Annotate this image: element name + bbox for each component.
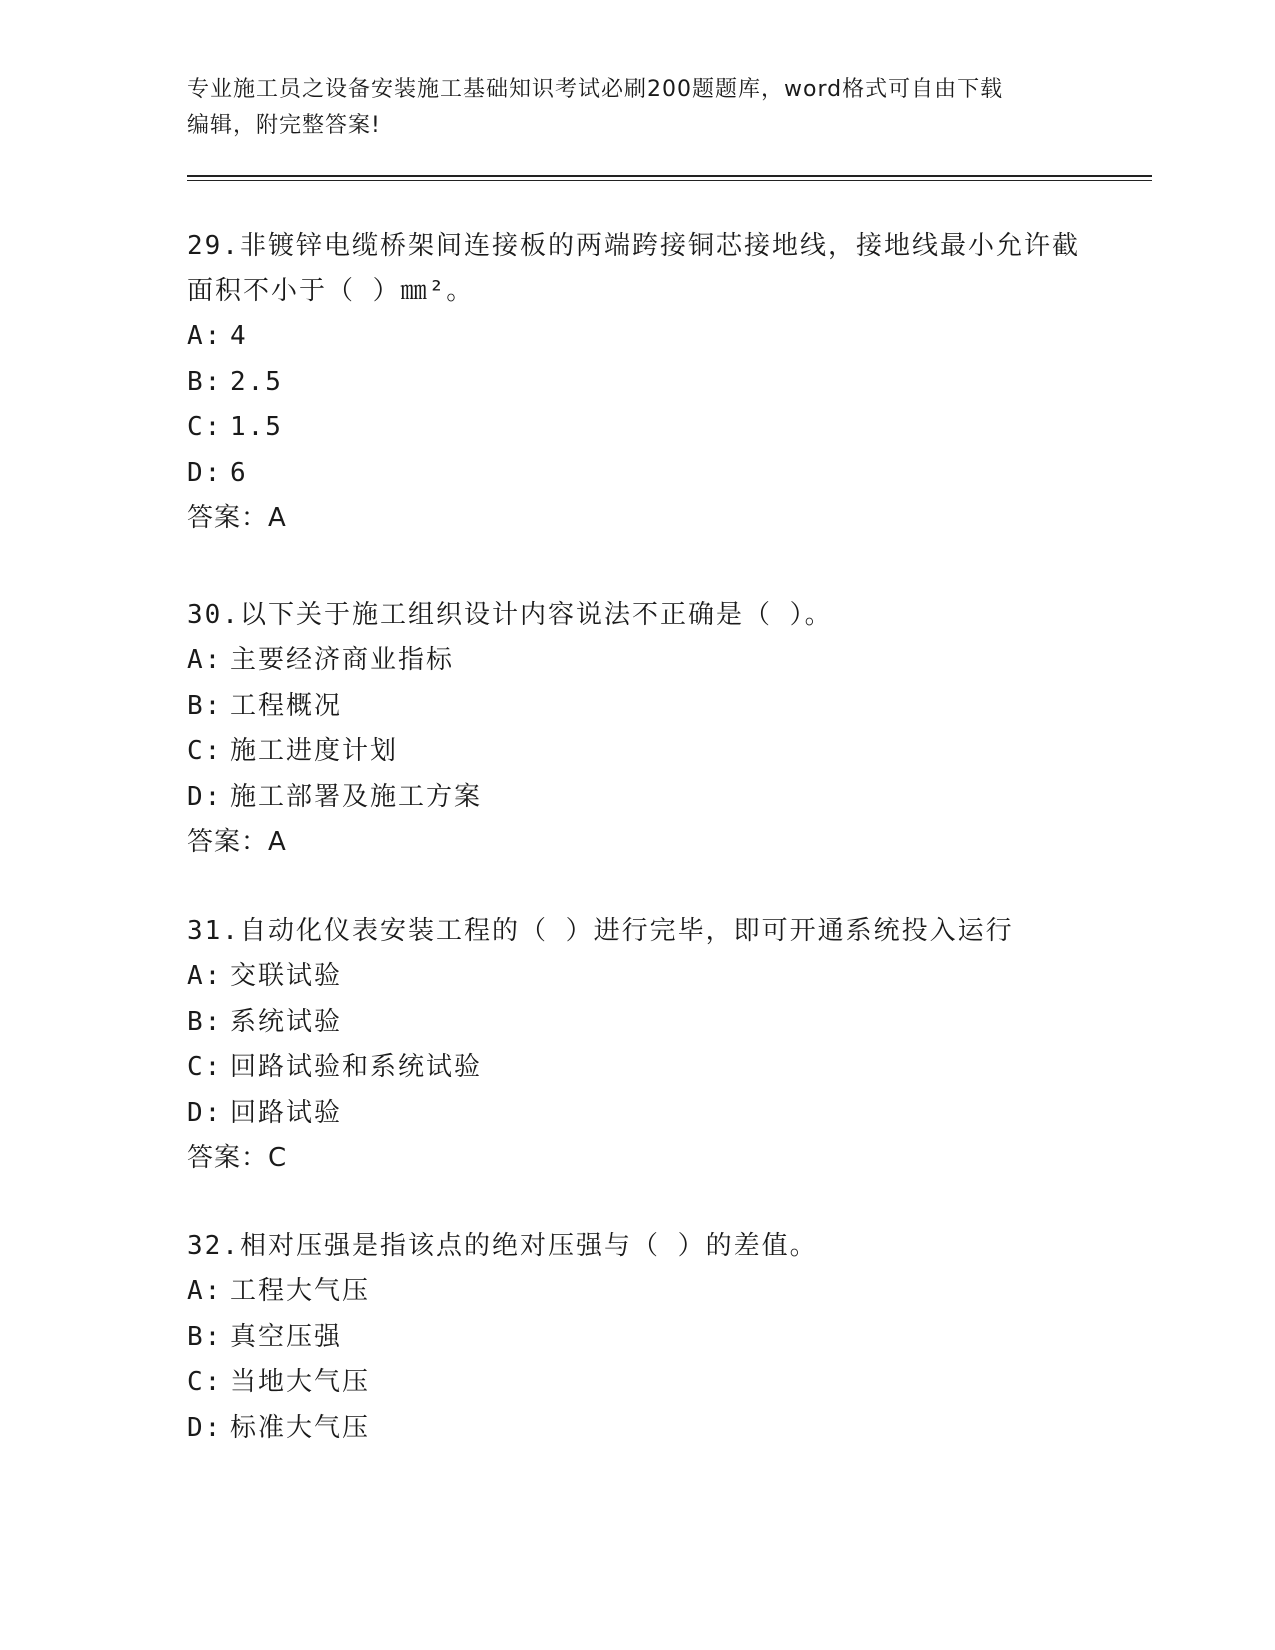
option-letter: B: [187,1321,223,1352]
option-b [187,1315,1087,1361]
answer-label: 答案：A [187,827,287,857]
option-d [187,451,1087,497]
option-letter: B: [187,1006,223,1037]
question-stem: 32.相对压强是指该点的绝对压强与（ ）的差值。 [187,1231,818,1261]
option-letter: A: [187,1276,223,1306]
question-29 [187,224,1087,541]
question-31 [187,909,1087,1181]
question-stem: 29.非镀锌电缆桥架间连接板的两端跨接铜芯接地线，接地线最小允许截面积不小于（ ）㎜²。 [187,231,1080,306]
option-d [187,1091,1087,1137]
option-c [187,1360,1087,1406]
header-title-line-2: 编辑，附完整答案! [187,113,381,138]
option-text: 施工进度计划 [230,736,399,766]
option-letter: A: [187,645,223,675]
option-letter: A: [187,961,223,991]
option-d [187,775,1087,821]
option-letter: C: [187,1367,223,1397]
option-letter: D: [187,457,223,488]
question-stem: 31.自动化仪表安装工程的（ ）进行完毕，即可开通系统投入运行 [187,916,1014,946]
header-title-line-1: 专业施工员之设备安装施工基础知识考试必刷200题题库，word格式可自由下载 [187,77,1004,102]
option-text: 工程大气压 [230,1276,371,1306]
option-letter: C: [187,1052,223,1082]
option-a [187,314,1087,360]
option-b [187,684,1087,730]
option-letter: D: [187,1097,223,1128]
option-letter: D: [187,781,223,812]
header-divider-thick [187,175,1152,177]
option-text: 4 [230,321,248,351]
option-letter: D: [187,1412,223,1443]
header-divider-thin [187,180,1152,181]
question-32 [187,1224,1087,1451]
option-c [187,405,1087,451]
option-text: 交联试验 [230,961,343,991]
option-b [187,1000,1087,1046]
option-a [187,1269,1087,1315]
answer-label: 答案：C [187,1143,288,1173]
option-text: 当地大气压 [230,1367,371,1397]
option-text: 系统试验 [230,1006,343,1037]
option-text: 工程概况 [230,690,343,721]
option-a [187,954,1087,1000]
option-c [187,729,1087,775]
option-letter: B: [187,690,223,721]
option-text: 标准大气压 [230,1412,371,1443]
option-letter: A: [187,321,223,351]
option-c [187,1045,1087,1091]
option-text: 回路试验和系统试验 [230,1052,483,1082]
option-letter: C: [187,736,223,766]
question-30 [187,593,1087,865]
option-text: 2.5 [230,366,283,397]
option-text: 主要经济商业指标 [230,645,455,675]
option-text: 施工部署及施工方案 [230,781,483,812]
option-text: 真空压强 [230,1321,343,1352]
document-header [187,72,1087,144]
question-stem: 30.以下关于施工组织设计内容说法不正确是（ ）。 [187,600,833,630]
option-text: 6 [230,457,248,488]
option-letter: C: [187,412,223,442]
option-a [187,638,1087,684]
option-d [187,1406,1087,1452]
option-text: 1.5 [230,412,283,442]
option-b [187,360,1087,406]
option-letter: B: [187,366,223,397]
answer-label: 答案：A [187,503,287,533]
option-text: 回路试验 [230,1097,343,1128]
